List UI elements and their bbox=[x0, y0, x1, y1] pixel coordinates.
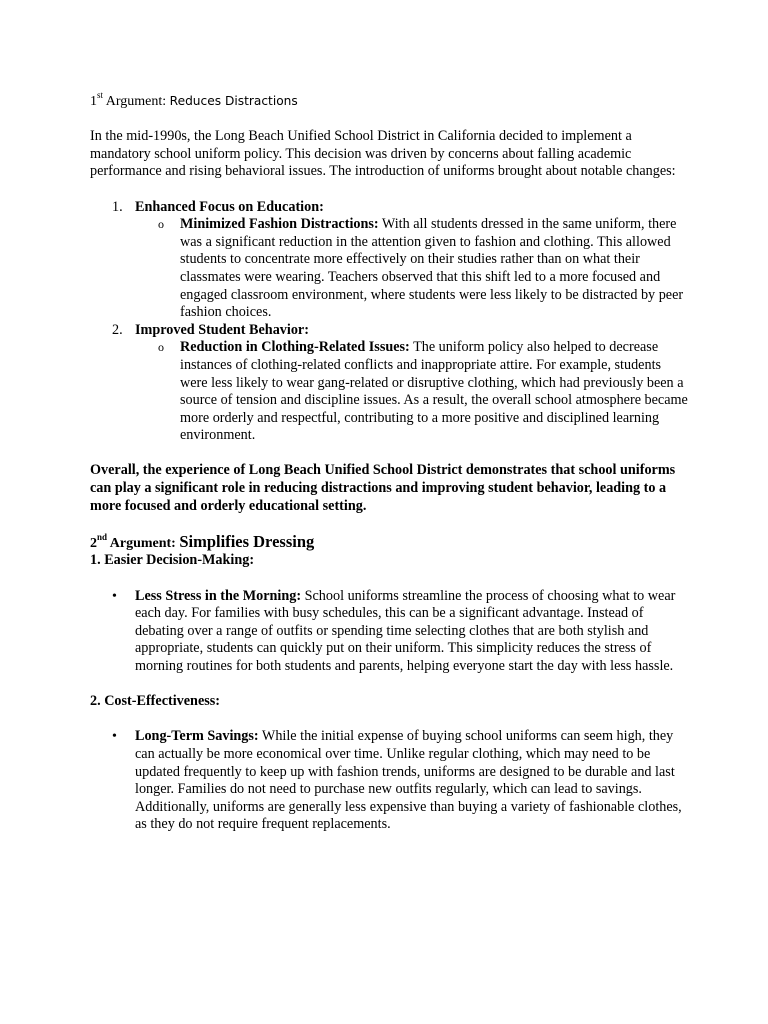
sub-bullet-text: The uniform policy also helped to decrease instances of clothing-related conflicts and inappropriate attire. For example, students were less likely to wear gang-related or disruptive clothing, which had previously been a source of tension and discipline issues. As a result, the overall school atmosphere became more orderly and respectful, contributing to a more positive and disciplined learning environment. bbox=[180, 339, 688, 444]
spacer bbox=[90, 570, 690, 588]
section-2-title: 2. Cost-Effectiveness: bbox=[90, 693, 221, 710]
spacer bbox=[90, 515, 690, 533]
sub-bullet-item-2 bbox=[90, 339, 690, 445]
argument-2-heading bbox=[90, 533, 690, 553]
numbered-item-title: Enhanced Focus on Education: bbox=[135, 198, 324, 215]
intro-paragraph: In the mid-1990s, the Long Beach Unified School District in California decided to implement a mandatory school uniform policy. This decision was driven by concerns about falling academic performance and rising behavioral issues. The introduction of uniforms brought about notable changes: bbox=[90, 128, 676, 180]
sub-bullet-title: Reduction in Clothing-Related Issues: bbox=[180, 339, 410, 356]
section-1-title: 1. Easier Decision-Making: bbox=[90, 552, 255, 569]
document-page bbox=[90, 90, 690, 834]
sub-bullet-item-1 bbox=[90, 216, 690, 322]
argument-1-heading bbox=[90, 90, 690, 111]
spacer bbox=[90, 181, 690, 199]
bullet-text: While the initial expense of buying school uniforms can seem high, they can actually be more economical over time. Unlike regular clothing, which may need to be updated frequently to keep up with fashion trends, uniforms are designed to be durable and last longer. Families do not need to purchase new outfits regularly, which can lead to savings. Additionally, uniforms are generally less expensive than buying a variety of fashionable clothes, as they do not require frequent replacements. bbox=[135, 728, 682, 833]
circle-bullet-icon: o bbox=[158, 217, 164, 232]
argument-2-title: Simplifies Dressing bbox=[179, 531, 315, 551]
numbered-item-title: Improved Student Behavior: bbox=[135, 321, 309, 338]
argument-1-title: Reduces Distractions bbox=[169, 94, 298, 108]
bullet-item-savings bbox=[90, 728, 690, 834]
bullet-title: Less Stress in the Morning: bbox=[135, 587, 302, 604]
spacer bbox=[90, 111, 690, 129]
sub-bullet-title: Minimized Fashion Distractions: bbox=[180, 216, 379, 233]
spacer bbox=[90, 445, 690, 463]
list-number: 2. bbox=[112, 321, 123, 338]
bullet-text: School uniforms streamline the process of choosing what to wear each day. For families with busy schedules, this can be a significant advantage. Instead of debating over a range of outfits or spending time selecting clothes that are both stylish and appropriate, students can quickly put on their uniform. This simplicity reduces the stress of morning routines for both students and parents, helping everyone start the day with less hassle. bbox=[135, 587, 676, 674]
argument-1-word: Argument: bbox=[103, 94, 170, 109]
argument-2-word: Argument: bbox=[107, 535, 180, 551]
list-number: 1. bbox=[112, 198, 123, 215]
bullet-icon: • bbox=[112, 729, 117, 745]
conclusion-paragraph: Overall, the experience of Long Beach Unified School District demonstrates that school uniforms can play a significant role in reducing distractions and improving student behavior, leading to a more focused and orderly educational setting. bbox=[90, 462, 676, 514]
circle-bullet-icon: o bbox=[158, 340, 164, 355]
argument-2-number: 2 bbox=[90, 535, 97, 551]
spacer bbox=[90, 676, 690, 694]
numbered-item-1 bbox=[90, 199, 690, 217]
bullet-icon: • bbox=[112, 588, 117, 604]
spacer bbox=[90, 711, 690, 729]
argument-1-ordinal: st bbox=[97, 90, 104, 101]
bullet-item-morning bbox=[90, 588, 690, 676]
argument-1-number: 1 bbox=[90, 94, 97, 109]
sub-bullet-text: With all students dressed in the same uniform, there was a significant reduction in the attention given to fashion and clothing. This allowed students to concentrate more effectively on their studies rather than on what their classmates were wearing. Teachers observed that this shift led to a more focused and engaged classroom environment, where students were less likely to be distracted by peer fashion choices. bbox=[180, 216, 684, 321]
bullet-title: Long-Term Savings: bbox=[135, 728, 259, 745]
numbered-item-2 bbox=[90, 322, 690, 340]
argument-2-ordinal: nd bbox=[97, 532, 108, 543]
